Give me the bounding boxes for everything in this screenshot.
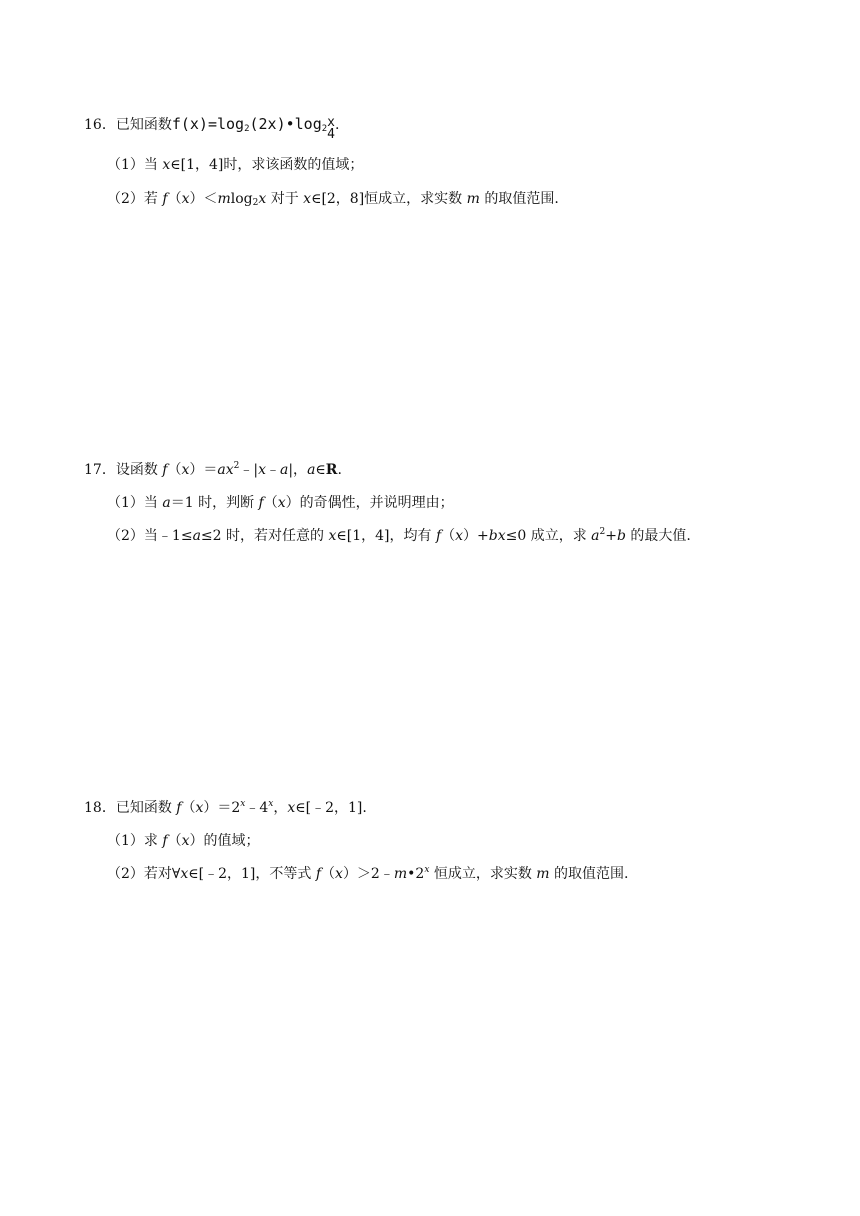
problem-18-part-1: （1）求 f（x）的值域；	[107, 833, 260, 849]
problem-16-part-2: （2）若 f（x）＜mlog$_2$x 对于 x∈[2，8]恒成立，求实数 m 的取值范围.	[107, 191, 559, 208]
function-formula: $f(x)=\log_2(2x)•\log_2$ x 4	[171, 115, 335, 142]
problem-16-stem: 16．已知函数$f(x)=\log_2(2x)•\log_2$ x 4 .	[84, 115, 340, 142]
problem-18-stem: 18．已知函数 $f(x)=2^x﹣4^x$，x∈[﹣2，1].	[84, 799, 367, 816]
problem-17-stem: 17．设函数 $f(x)=ax^2﹣|x﹣a|$，a∈R.	[84, 461, 342, 478]
problem-18-part-2: （2）若对∀x∈[﹣2，1]，不等式 $f(x)>2﹣m•2^x$ 恒成立，求实数 m 的取值范围.	[107, 865, 629, 882]
problem-number: 17．	[84, 462, 116, 478]
problem-16-part-1: （1）当 x∈[1，4]时，求该函数的值域；	[107, 157, 364, 173]
fraction: x 4	[327, 115, 335, 142]
problem-17-part-1: （1）当 a＝1 时，判断 f（x）的奇偶性，并说明理由；	[107, 495, 454, 511]
problem-number: 16．	[84, 117, 116, 133]
problem-number: 18．	[84, 800, 116, 816]
problem-17-part-2: （2）当﹣1≤a≤2 时，若对任意的 x∈[1，4]，均有 f（x）+bx≤0 成立，求 $a^2+b$ 的最大值.	[107, 527, 691, 544]
